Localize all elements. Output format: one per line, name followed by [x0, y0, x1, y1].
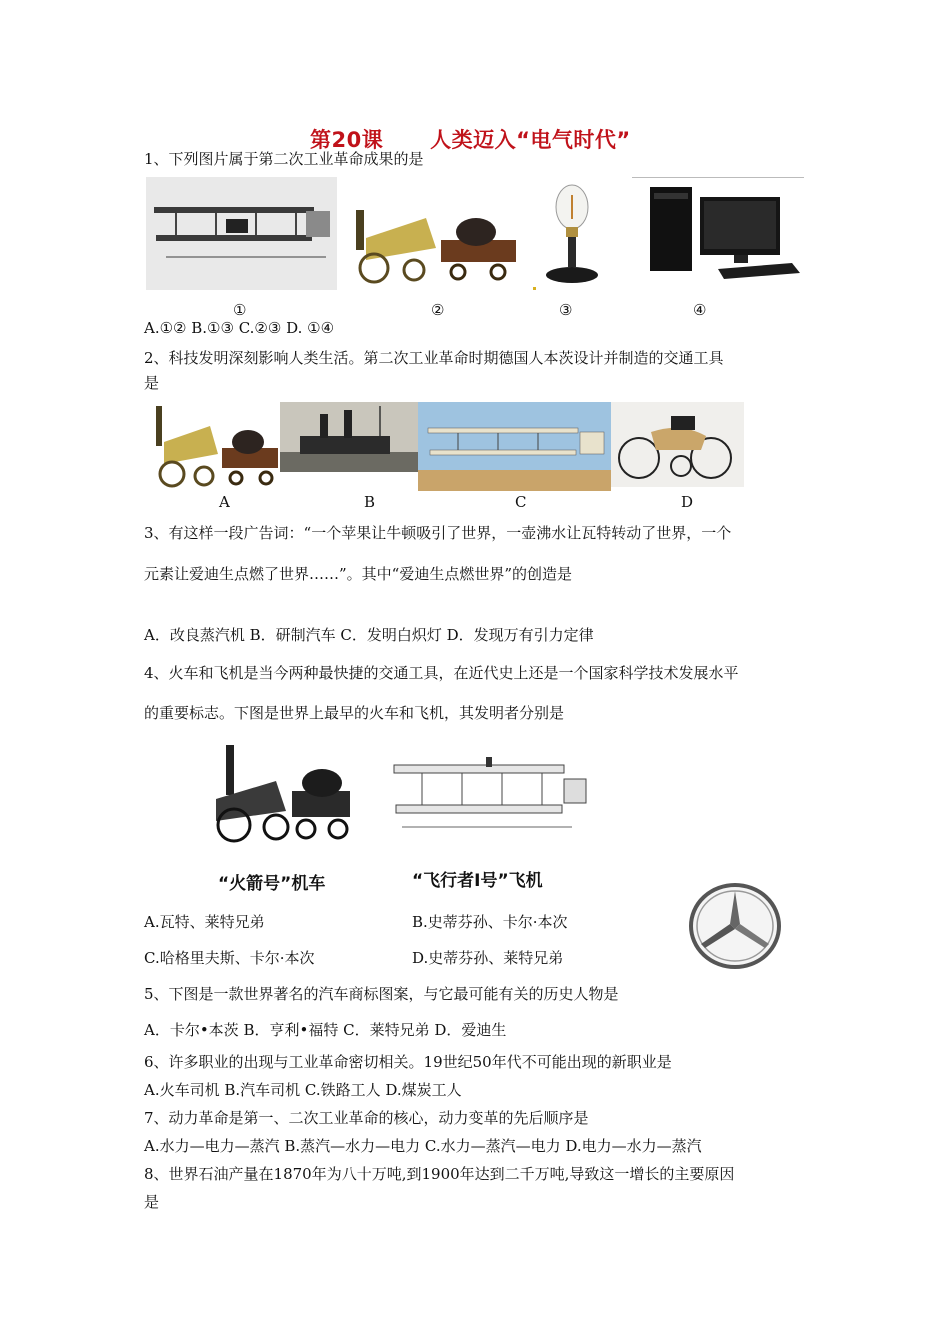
q2-line1: 2、科技发明深刻影响人类生活。第二次工业革命时期德国人本茨设计并制造的交通工具 — [144, 349, 724, 367]
q1-label-2: ② — [431, 301, 445, 319]
q2-locomotive-photo — [150, 402, 280, 493]
rocket-locomotive-photo — [346, 188, 519, 288]
q2-label-c: C — [515, 493, 527, 511]
steamboat-photo — [280, 402, 418, 472]
q2-label-d: D — [681, 493, 694, 511]
computer-photo — [632, 177, 804, 281]
q4-option-a: A.瓦特、莱特兄弟 — [144, 913, 265, 931]
q2-line2: 是 — [144, 374, 160, 392]
q1-label-3: ③ — [559, 301, 573, 319]
light-bulb-photo — [540, 177, 604, 287]
q1-text: 1、下列图片属于第二次工业革命成果的是 — [144, 150, 424, 168]
q2-label-b: B — [364, 493, 376, 511]
q1-label-4: ④ — [693, 301, 707, 319]
q2-label-a: A — [219, 493, 230, 511]
q4-caption-right: “飞行者Ⅰ号”飞机 — [412, 871, 543, 891]
q4-option-c: C.哈格里夫斯、卡尔·本次 — [144, 949, 315, 967]
q4-option-d: D.史蒂芬孙、莱特兄弟 — [412, 949, 564, 967]
biplane-photo — [146, 177, 337, 290]
mark-dot — [533, 287, 536, 290]
q4-caption-left: “火箭号”机车 — [218, 874, 326, 894]
q6-options: A.火车司机 B.汽车司机 C.铁路工人 D.煤炭工人 — [144, 1081, 462, 1099]
q8-line1: 8、世界石油产量在1870年为八十万吨,到1900年达到二千万吨,导致这一增长的主要原因 — [144, 1165, 735, 1183]
q4-line1: 4、火车和飞机是当今两种最快捷的交通工具，在近代史上还是一个国家科学技术发展水平 — [144, 664, 739, 682]
mercedes-logo-icon — [685, 880, 785, 972]
q7-text: 7、动力革命是第一、二次工业革命的核心，动力变革的先后顺序是 — [144, 1109, 589, 1127]
q4-line2: 的重要标志。下图是世界上最早的火车和飞机，其发明者分别是 — [144, 704, 565, 722]
benz-car-photo — [611, 402, 744, 487]
q3-options: A．改良蒸汽机 B．研制汽车 C．发明白炽灯 D．发现万有引力定律 — [144, 626, 594, 644]
q7-options: A.水力—电力—蒸汽 B.蒸汽—水力—电力 C.水力—蒸汽—电力 D.电力—水力—蒸汽 — [144, 1137, 702, 1155]
q5-options: A．卡尔•本茨 B．亨利•福特 C．莱特兄弟 D．爱迪生 — [144, 1021, 507, 1039]
q6-text: 6、许多职业的出现与工业革命密切相关。19世纪50年代不可能出现的新职业是 — [144, 1053, 672, 1071]
q3-line2: 元素让爱迪生点燃了世界……”。其中“爱迪生点燃世界”的创造是 — [144, 565, 573, 583]
q8-line2: 是 — [144, 1193, 160, 1211]
page-title: 第20课 人类迈入“电气时代” — [310, 128, 631, 152]
q1-options: A.①② B.①③ C.②③ D. ①④ — [144, 319, 335, 337]
q1-label-1: ① — [233, 301, 247, 319]
q3-line1: 3、有这样一段广告词：“一个苹果让牛顿吸引了世界，一壶沸水让瓦特转动了世界，一个 — [144, 524, 732, 542]
q5-text: 5、下图是一款世界著名的汽车商标图案，与它最可能有关的历史人物是 — [144, 985, 619, 1003]
q2-airplane-photo — [418, 402, 611, 491]
flyer-engraving — [392, 757, 590, 847]
q4-option-b: B.史蒂芬孙、卡尔·本次 — [412, 913, 568, 931]
rocket-engraving — [206, 741, 354, 843]
